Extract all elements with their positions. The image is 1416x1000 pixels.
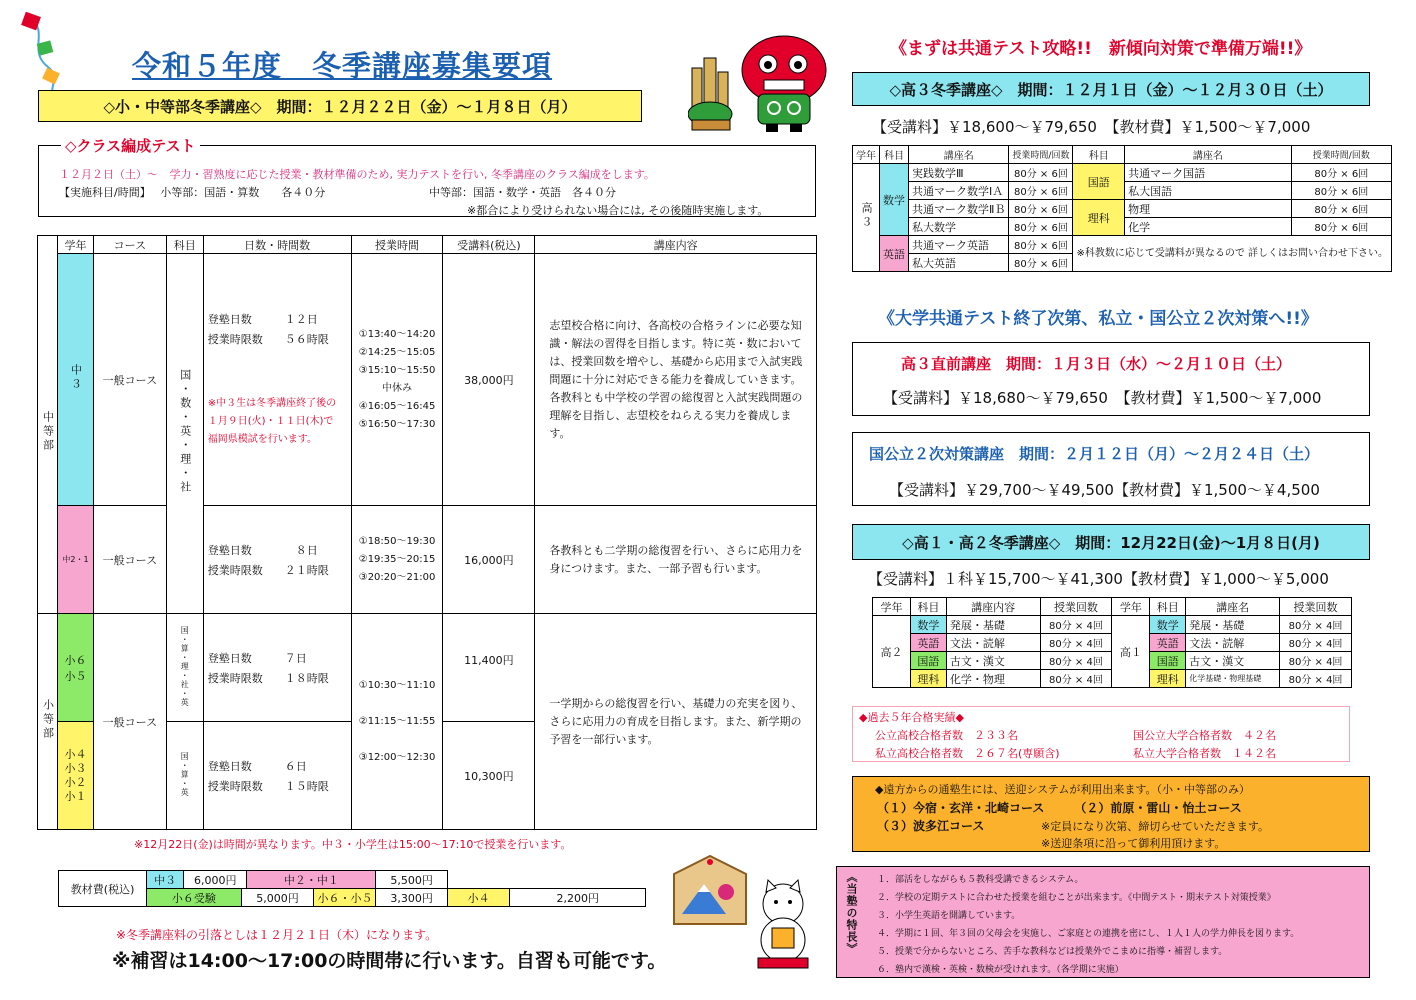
- h3-note: ※科教数に応じて受講料が異なるので 詳しくはお問い合わせ下さい。: [1073, 236, 1392, 272]
- mat-grade-4: 小４: [447, 889, 510, 907]
- feature-item-4: ５．授業で分からないところ、苦手な教科などは授業外でこまめに指導・補習します。: [877, 947, 1228, 957]
- materials-table: [58, 870, 646, 907]
- chokuzen-title: 高３直前講座 期間：１月３日（水）～２月１０日（土）: [901, 355, 1292, 373]
- page-title: 令和５年度 冬季講座募集要項: [132, 49, 553, 83]
- mat-price-1: 5,500円: [376, 871, 447, 889]
- chokuzen-fees: 【受講料】￥18,680～￥79,650 【教材費】￥1,500～￥7,000: [883, 389, 1322, 407]
- h3-subj-math: 数学: [880, 164, 909, 236]
- h1-subj-0: 数学: [1150, 616, 1186, 634]
- grade-c3: 中３: [69, 364, 83, 392]
- h3-th-3: 授業時間/回数: [1009, 146, 1073, 164]
- h1-grade: 高１: [1112, 616, 1150, 688]
- h3-time: 80分 × 6回: [1291, 200, 1391, 218]
- kokkou-fees: 【受講料】￥29,700～￥49,500【教材費】￥1,500～￥4,500: [889, 481, 1320, 499]
- high12-table: [872, 597, 1352, 688]
- class-test-note: ※都合により受けられない場合には, その後随時実施します。: [467, 204, 769, 217]
- course-c21: 一般コース: [93, 506, 166, 614]
- kokkou-title: 国公立２次対策講座 期間：２月１２日（月）～２月２４日（土）: [869, 445, 1320, 463]
- h3-grade: 高３: [860, 202, 873, 230]
- subjects-e41: 国・算・英: [180, 751, 190, 797]
- class-test-date: １２月２日（土）～: [59, 168, 158, 181]
- materials-label: 教材費(税込): [59, 871, 147, 907]
- th-times: 授業時間: [351, 236, 443, 254]
- feature-item-3: ４．学期に１回、年３回の父母会を実施し、ご家庭との連携を密にし、１人１人の学力伸長を図ります。: [877, 929, 1300, 939]
- h3-time: 80分 × 6回: [1009, 200, 1073, 218]
- h1-subj-2: 国語: [1150, 652, 1186, 670]
- h3-time: 80分 × 6回: [1291, 218, 1391, 236]
- h2-grade: 高２: [873, 616, 911, 688]
- days-c3: 登塾日数 １２日: [207, 312, 318, 326]
- th-fee: 受講料(税込): [443, 236, 535, 254]
- grade-e41: 小４ 小３ 小２ 小１: [57, 722, 93, 830]
- h12-th-7: 授業回数: [1280, 598, 1352, 616]
- h3-course-j1: 私大国語: [1125, 182, 1291, 200]
- feature-item-2: ３．小学生英語を開講しています。: [877, 911, 1021, 921]
- h2-course-3: 化学・物理: [946, 670, 1040, 688]
- days-c21: 登塾日数 ８日: [207, 543, 318, 557]
- maneki-neko-icon: [752, 878, 814, 970]
- h12-time: 80分 × 4回: [1040, 634, 1112, 652]
- h12-time: 80分 × 4回: [1040, 616, 1112, 634]
- h12-th-3: 授業回数: [1040, 598, 1112, 616]
- h3-course-s0: 物理: [1125, 200, 1291, 218]
- subjects-middle: 国・数・英・理・社: [178, 369, 192, 495]
- h2-course-0: 発展・基礎: [946, 616, 1040, 634]
- times-c21: ①18:50～19:30 ②19:35～20:15 ③20:20～21:00: [351, 506, 443, 614]
- h3-course-m2: 共通マーク数学ⅡＢ: [909, 200, 1009, 218]
- mat-grade-3: 小６・小５: [314, 889, 376, 907]
- h3-th-2: 講座名: [909, 146, 1009, 164]
- high12-header: ◇高１・高２冬季講座◇ 期間：12月22日(金)～1月８日(月): [852, 524, 1370, 560]
- h1-subj-1: 英語: [1150, 634, 1186, 652]
- shuttle-line2: （１）今宿・玄洋・北崎コース （２）前原・雷山・怡土コース: [877, 801, 1242, 815]
- feature-item-5: ６．塾内で漢検・英検・数検が受けれます。（各学期に実施）: [877, 965, 1124, 975]
- h3-th-1: 科目: [880, 146, 909, 164]
- h2-subj-2: 国語: [910, 652, 946, 670]
- h3-course-m3: 私大数学: [909, 218, 1009, 236]
- h2-subj-3: 理科: [910, 670, 946, 688]
- univ-slogan: 《大学共通テスト終了次第、私立・国公立２次対策へ!!》: [878, 309, 1318, 329]
- mat-price-2: 5,000円: [241, 889, 314, 907]
- mat-grade-0: 中３: [147, 871, 184, 889]
- h3-course-m0: 実践数学Ⅲ: [909, 164, 1009, 182]
- h12-th-5: 科目: [1150, 598, 1186, 616]
- h3-subj-jp: 国語: [1073, 164, 1125, 200]
- shishimai-mascot-icon: [688, 28, 838, 132]
- h12-time: 80分 × 4回: [1280, 652, 1352, 670]
- h3-subj-eng: 英語: [880, 236, 909, 272]
- lower-course-table: [37, 235, 817, 830]
- grade-c21: 中2・1: [57, 506, 93, 614]
- class-test-desc: 学力・習熟度に応じた授業・教材準備のため, 実力テストを行い, 冬季講座のクラス編成をします。: [169, 168, 655, 181]
- class-test-box: [38, 137, 816, 217]
- elem-section-label: 小等部: [41, 699, 55, 741]
- h3-course-s1: 化学: [1125, 218, 1291, 236]
- high3-fees: 【受講料】￥18,600～￥79,650 【教材費】￥1,500～￥7,000: [872, 118, 1311, 136]
- elem-time-1: ①10:30～11:10: [358, 679, 436, 691]
- h12-time: 80分 × 4回: [1280, 634, 1352, 652]
- debit-note: ※冬季講座料の引落としは１２月２１日（木）になります。: [116, 928, 438, 942]
- hours-e65: 授業時限数 １８時限: [207, 671, 329, 685]
- h3-time: 80分 × 6回: [1009, 218, 1073, 236]
- h1-subj-3: 理科: [1150, 670, 1186, 688]
- mat-price-4: 2,200円: [510, 889, 646, 907]
- h3-time: 80分 × 6回: [1291, 182, 1391, 200]
- h3-time: 80分 × 6回: [1009, 254, 1073, 272]
- fee-e41: 10,300円: [443, 722, 535, 830]
- hours-e41: 授業時限数 １５時限: [207, 779, 329, 793]
- h3-subj-sci: 理科: [1073, 200, 1125, 236]
- high12-fees: 【受講料】１科￥15,700～￥41,300【教材費】￥1,000～￥5,000: [868, 570, 1329, 588]
- content-c21: 各教科とも二学期の総復習を行い、さらに応用力を身につけます。また、一部予習も行います。: [535, 506, 817, 614]
- class-test-middle: 中等部：国語・数学・英語 各４０分: [429, 186, 616, 199]
- h3-time: 80分 × 6回: [1009, 236, 1073, 254]
- h2-subj-1: 英語: [910, 634, 946, 652]
- results-heading: ◆過去５年合格実績◆: [859, 711, 964, 724]
- h2-course-1: 文法・読解: [946, 634, 1040, 652]
- h12-time: 80分 × 4回: [1280, 616, 1352, 634]
- results-item-0: 公立高校合格者数 ２３３名: [875, 729, 1018, 742]
- mat-grade-2: 小６受験: [147, 889, 241, 907]
- hours-c3: 授業時限数 ５６時限: [207, 332, 329, 346]
- feature-item-1: ２．学校の定期テストに合わせた授業を組むことが出来ます。《中間テスト・期末テスト対策授業》: [877, 893, 1276, 903]
- h3-th-0: 学年: [853, 146, 880, 164]
- results-box: [852, 706, 1350, 762]
- h1-course-3: 化学基礎・物理基礎: [1186, 670, 1280, 688]
- mat-grade-1: 中２・中１: [247, 871, 376, 889]
- results-item-2: 私立高校合格者数 ２６７名(専願含): [875, 747, 1060, 760]
- h3-time: 80分 × 6回: [1291, 164, 1391, 182]
- results-item-1: 国公立大学合格者数 ４２名: [1133, 729, 1276, 742]
- class-test-subjects-label: 【実施科目/時間】: [59, 186, 151, 199]
- features-label: 《当塾の特長》: [845, 871, 858, 955]
- subjects-e65: 国・算・理・社・英: [180, 625, 190, 707]
- content-c3: 志望校合格に向け、各高校の合格ラインに必要な知識・解法の習得を目指します。特に英・数においては、授業回数を増やし、基礎から応用まで入試実践問題に十分に対応できる能力を養成していきます。各教科とも中学校の学習の総復習と入試実践問題の理解を目指し、志望校をねらえる実力を養成します。: [535, 254, 817, 506]
- class-test-elem: 小等部：国語・算数 各４０分: [160, 186, 326, 199]
- hours-c21: 授業時限数 ２１時限: [207, 563, 329, 577]
- h3-time: 80分 × 6回: [1009, 182, 1073, 200]
- h3-course-m1: 共通マーク数学ⅠＡ: [909, 182, 1009, 200]
- fee-c21: 16,000円: [443, 506, 535, 614]
- h3-th-6: 授業時間/回数: [1291, 146, 1391, 164]
- h1-course-0: 発展・基礎: [1186, 616, 1280, 634]
- th-course: コース: [93, 236, 166, 254]
- elem-time-2: ②11:15～11:55: [358, 715, 436, 727]
- h3-th-4: 科目: [1073, 146, 1125, 164]
- th-grade: 学年: [57, 236, 93, 254]
- h3-course-e0: 共通マーク英語: [909, 236, 1009, 254]
- h12-th-2: 講座内容: [946, 598, 1040, 616]
- h1-course-2: 古文・漢文: [1186, 652, 1280, 670]
- mat-price-3: 3,300円: [376, 889, 447, 907]
- h3-time: 80分 × 6回: [1009, 164, 1073, 182]
- ema-plaque-icon: [664, 852, 756, 930]
- h2-subj-0: 数学: [910, 616, 946, 634]
- course-elem: 一般コース: [93, 614, 166, 830]
- fee-c3: 38,000円: [443, 254, 535, 506]
- table-note: ※12月22日(金)は時間が異なります。中３・小学生は15:00～17:10で授業を行います。: [134, 838, 572, 851]
- h3-course-j0: 共通マーク国語: [1125, 164, 1291, 182]
- th-days: 日数・時間数: [203, 236, 351, 254]
- course-c3: 一般コース: [93, 254, 166, 506]
- feature-item-0: １．部活をしながらも５教科受講できるシステム。: [877, 875, 1084, 885]
- high3-header: ◇高３冬季講座◇ 期間：１２月１日（金）～１２月３０日（土）: [852, 72, 1370, 106]
- th-content: 講座内容: [535, 236, 817, 254]
- h2-course-2: 古文・漢文: [946, 652, 1040, 670]
- h12-time: 80分 × 4回: [1280, 670, 1352, 688]
- h12-th-4: 学年: [1112, 598, 1150, 616]
- mat-price-0: 6,000円: [184, 871, 247, 889]
- results-item-3: 私立大学合格者数 １４２名: [1133, 747, 1276, 760]
- h3-course-e1: 私大英語: [909, 254, 1009, 272]
- note-c3: ※中３生は冬季講座終了後の １月９日(火)・１１日(木)で 福岡県模試を行います。: [207, 397, 337, 445]
- grade-e65: 小６ 小５: [57, 614, 93, 722]
- days-e41: 登塾日数 ６日: [207, 759, 307, 773]
- shuttle-line3: （３）波多江コース: [877, 819, 985, 833]
- h1-course-1: 文法・読解: [1186, 634, 1280, 652]
- high3-table: [852, 145, 1392, 272]
- shuttle-note2: ※送迎条項に沿って御利用頂けます。: [1041, 837, 1226, 850]
- days-e65: 登塾日数 ７日: [207, 651, 307, 665]
- middle-section-label: 中等部: [41, 410, 55, 453]
- hoshu-note: ※補習は14:00～17:00の時間帯に行います。自習も可能です。: [112, 950, 667, 972]
- kokkou-box: [852, 432, 1370, 506]
- times-c3: ①13:40～14:20 ②14:25～15:05 ③15:10～15:50 中休み ④16:05～16:45 ⑤16:50～17:30: [351, 254, 443, 506]
- chokuzen-box: [852, 342, 1370, 416]
- content-elem: 一学期からの総復習を行い、基礎力の充実を図り、さらに応用力の育成を目指します。また、新学期の予習を一部行います。: [535, 614, 817, 830]
- th-subject: 科目: [166, 236, 203, 254]
- elem-time-3: ③12:00～12:30: [358, 751, 436, 763]
- shuttle-line1: ◆遠方からの通塾生には、送迎システムが利用出来ます。（小・中等部のみ）: [875, 783, 1250, 796]
- h12-th-1: 科目: [910, 598, 946, 616]
- h12-th-6: 講座名: [1186, 598, 1280, 616]
- h3-th-5: 講座名: [1125, 146, 1291, 164]
- fee-e65: 11,400円: [443, 614, 535, 722]
- lower-course-header: ◇小・中等部冬季講座◇ 期間：１２月２２日（金）～１月８日（月）: [38, 90, 642, 122]
- h12-th-0: 学年: [873, 598, 911, 616]
- class-test-heading: ◇クラス編成テスト: [61, 135, 200, 156]
- h12-time: 80分 × 4回: [1040, 652, 1112, 670]
- high3-slogan: 《まずは共通テスト攻略!! 新傾向対策で準備万端!!》: [890, 39, 1312, 59]
- shuttle-box: [852, 776, 1370, 852]
- shuttle-note1: ※定員になり次第、締切らせていただきます。: [1041, 820, 1270, 833]
- h12-time: 80分 × 4回: [1040, 670, 1112, 688]
- features-box: [836, 866, 1370, 978]
